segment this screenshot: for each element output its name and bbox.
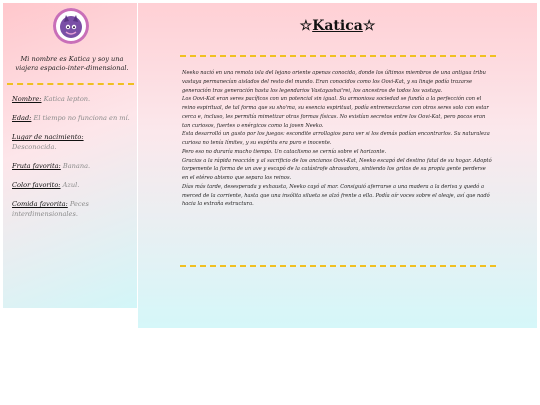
title-divider [180,55,496,57]
field-value: El tiempo no funciona en mí. [33,114,130,123]
profile-sidebar [3,3,137,308]
story-paragraph: Esta desarrolló un gusto por los juegos: escondite arrollagios para ver si los demás podían encontrarlos. Su naturaleza curiosa no tenía límites, y su espíritu era puro e inocente. [182,131,490,146]
field-value: Peces interdimensionales. [12,200,89,218]
star-icon: ☆ [299,18,313,34]
field-color [12,181,134,190]
avatar[interactable] [53,8,89,44]
profile-fields [12,95,134,229]
star-icon: ☆ [362,18,376,34]
cat-avatar-icon [58,13,84,39]
field-label: Fruta favorita: [12,161,61,170]
field-value: Banana. [62,161,91,170]
field-fruit [12,162,134,171]
field-label: Nombre: [12,95,42,103]
field-value: Desconocida. [12,142,57,151]
profile-intro: Mi nombre es Katica y soy una viajera espacio-inter-dimensional. [15,55,129,72]
field-label: Color favorito: [12,181,61,190]
field-age [12,114,134,123]
field-label: Comida favorita: [12,200,68,209]
field-name [12,95,134,104]
field-birthplace [12,133,134,151]
sidebar-divider [7,83,134,85]
field-label: Lugar de nacimiento: [12,133,84,142]
story-paragraph: Neeko nació en una remota isla del lejano oriente apenas conocida, donde los últimos miembros de una antigua tribu vastaya permanecían aislados del resto del mundo. Eran conocidos como los Oovi-Kat, y su linaje podía trazarse generación tras generación hasta los legendarios Vastayashai'rei, los ancestros de todos los vastaya. [182,70,486,94]
field-value: Katica lepton. [43,95,91,103]
story-paragraph: Los Oovi-Kat eran seres pacíficos con un potencial sin igual. Su armoniosa sociedad se fundía a la perfección con el reino espiritual, de tal forma que su sho'ma, su esencia espiritual, podía entremezclarse con otros seres solo con estar cerca e, incluso, les permitía mimetizar otras formas físicas. No existían secretos entre los Oovi-Kat, pero pocos eran tan curiosos, fuertes o enérgicos como la joven Neeko. [182,96,489,129]
field-label: Edad: [12,114,32,123]
title-text: Katica [312,18,363,34]
page-title [138,18,537,34]
story-panel [138,3,537,328]
story-text [182,69,493,209]
story-paragraph: Días más tarde, desesperada y exhausta, Neeko cayó al mar. Consiguió aferrarse a una madera a la deriva y quedó a merced de la corriente, hasta que una insólita silueta se alzó frente a ella. Podía oír voces sobre el oleaje, así que nadó hacia la extraña estructura. [182,183,490,208]
story-paragraph: Gracias a la rápida reacción y al sacrificio de los ancianos Oovi-Kat, Neeko escapó del destino fatal de su hogar. Adoptó torpemente la forma de un ave y escapó de la catástrofe abrasadora, sintiendo los gritos de su propia gente perderse en el etéreo abismo que separa los reinos. [182,157,492,181]
field-value: Azul. [62,181,80,190]
field-food [12,200,134,218]
bottom-divider [180,265,496,267]
story-paragraph: Pero eso no duraría mucho tiempo. Un cataclismo se cernía sobre el horizonte. [182,148,387,155]
